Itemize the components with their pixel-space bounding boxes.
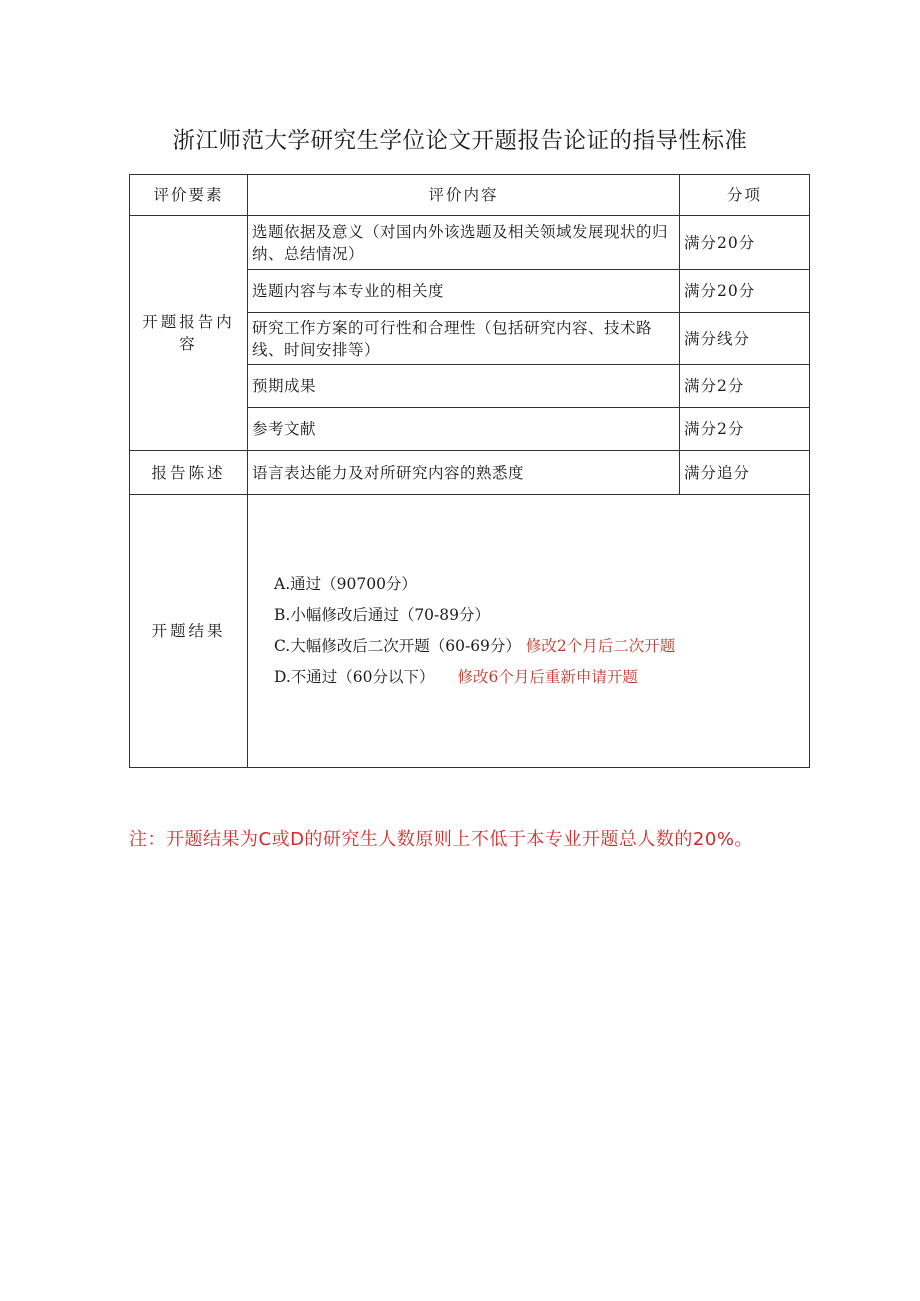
criterion-content: 参考文献	[248, 408, 680, 451]
criterion-content: 选题依据及意义（对国内外该选题及相关领域发展现状的归纳、总结情况）	[248, 216, 680, 270]
header-row	[130, 175, 810, 216]
result-options	[248, 495, 810, 768]
table-row	[130, 495, 810, 768]
criterion-score: 满分线分	[680, 313, 810, 365]
criterion-score: 满分追分	[680, 451, 810, 495]
criterion-score: 满分20分	[680, 270, 810, 313]
header-content: 评价内容	[248, 175, 680, 216]
table-row	[130, 451, 810, 495]
table-row	[130, 216, 810, 270]
criterion-content: 选题内容与本专业的相关度	[248, 270, 680, 313]
result-option-d-note: 修改6个月后重新申请开题	[457, 668, 638, 686]
header-score: 分项	[680, 175, 810, 216]
criterion-content: 预期成果	[248, 365, 680, 408]
evaluation-table	[129, 174, 810, 768]
header-criteria: 评价要素	[130, 175, 248, 216]
category-result: 开题结果	[130, 495, 248, 768]
category-presentation: 报告陈述	[130, 451, 248, 495]
result-option-c-note: 修改2个月后二次开题	[525, 637, 676, 655]
result-option-c: C.大幅修改后二次开题（60-69分） 修改2个月后二次开题	[274, 637, 676, 655]
document-title: 浙江师范大学研究生学位论文开题报告论证的指导性标准	[172, 128, 748, 154]
result-option-b: B.小幅修改后通过（70-89分）	[274, 606, 491, 624]
criterion-score: 满分2分	[680, 408, 810, 451]
criterion-score: 满分20分	[680, 216, 810, 270]
result-option-d: D.不通过（60分以下） 修改6个月后重新申请开题	[274, 668, 638, 686]
result-option-a: A.通过（90700分）	[274, 575, 417, 593]
criterion-content: 语言表达能力及对所研究内容的熟悉度	[248, 451, 680, 495]
criterion-content: 研究工作方案的可行性和合理性（包括研究内容、技术路线、时间安排等）	[248, 313, 680, 365]
category-report-content: 开题报告内容	[130, 216, 248, 451]
criterion-score: 满分2分	[680, 365, 810, 408]
footnote: 注：开题结果为C或D的研究生人数原则上不低于本专业开题总人数的20%。	[129, 829, 753, 850]
